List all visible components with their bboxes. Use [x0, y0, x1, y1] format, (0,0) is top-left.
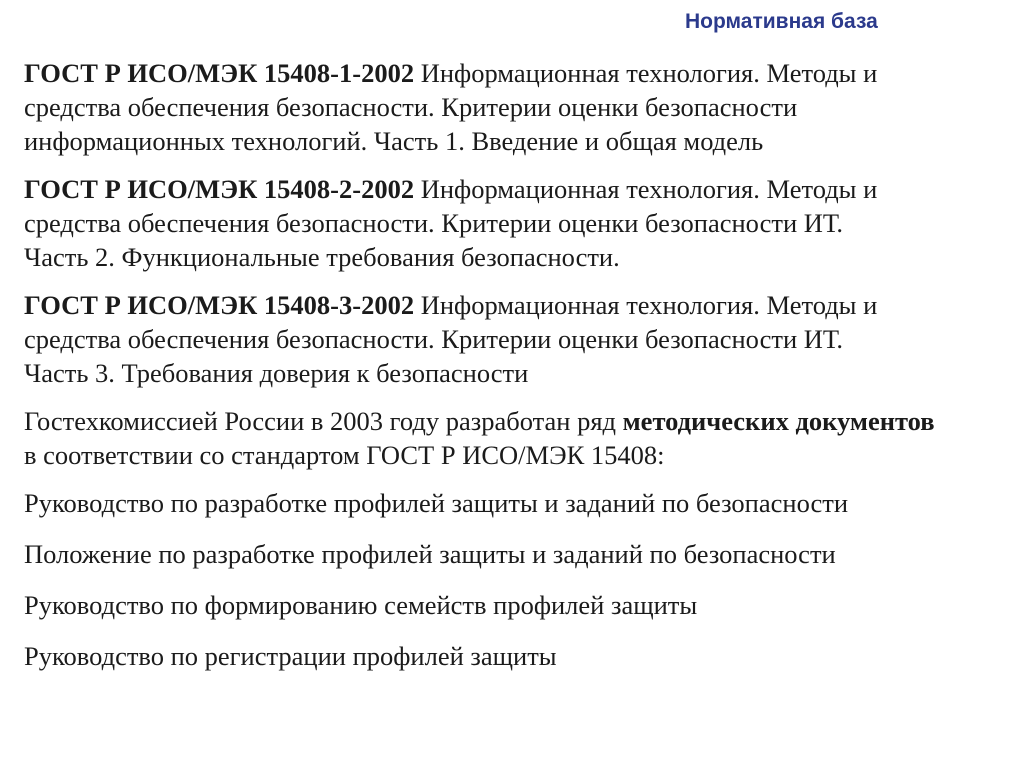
intro-text: Гостехкомиссией России в 2003 году разработан ряд — [24, 406, 623, 436]
intro-line — [24, 404, 1019, 438]
standard-code: ГОСТ Р ИСО/МЭК 15408-3-2002 — [24, 290, 415, 320]
standard-line — [24, 56, 1019, 90]
document-item: Руководство по регистрации профилей защиты — [24, 641, 557, 671]
standard-line: средства обеспечения безопасности. Критерии оценки безопасности — [24, 92, 798, 122]
standard-line — [24, 288, 1019, 322]
standard-item-2 — [24, 172, 1019, 274]
standard-item-1 — [24, 56, 1019, 158]
slide-content — [24, 56, 1019, 690]
standard-line — [24, 172, 1019, 206]
standard-item-3 — [24, 288, 1019, 390]
intro-paragraph — [24, 404, 1019, 472]
intro-bold-text: методических документов — [622, 406, 935, 436]
standard-line: информационных технологий. Часть 1. Введение и общая модель — [24, 126, 764, 156]
page-title: Нормативная база — [685, 10, 878, 33]
standard-line: средства обеспечения безопасности. Критерии оценки безопасности ИТ. — [24, 324, 844, 354]
standard-line: Часть 3. Требования доверия к безопасности — [24, 358, 529, 388]
standard-title: Информационная технология. Методы и — [414, 290, 878, 320]
intro-line: в соответствии со стандартом ГОСТ Р ИСО/МЭК 15408: — [24, 440, 665, 470]
standard-title: Информационная технология. Методы и — [414, 174, 878, 204]
standard-title: Информационная технология. Методы и — [414, 58, 878, 88]
standard-code: ГОСТ Р ИСО/МЭК 15408-2-2002 — [24, 174, 415, 204]
document-item: Руководство по формированию семейств профилей защиты — [24, 590, 698, 620]
standard-line: средства обеспечения безопасности. Критерии оценки безопасности ИТ. — [24, 208, 844, 238]
standard-code: ГОСТ Р ИСО/МЭК 15408-1-2002 — [24, 58, 415, 88]
document-item: Положение по разработке профилей защиты и заданий по безопасности — [24, 539, 836, 569]
standard-line: Часть 2. Функциональные требования безопасности. — [24, 242, 620, 272]
document-item: Руководство по разработке профилей защиты и заданий по безопасности — [24, 488, 848, 518]
